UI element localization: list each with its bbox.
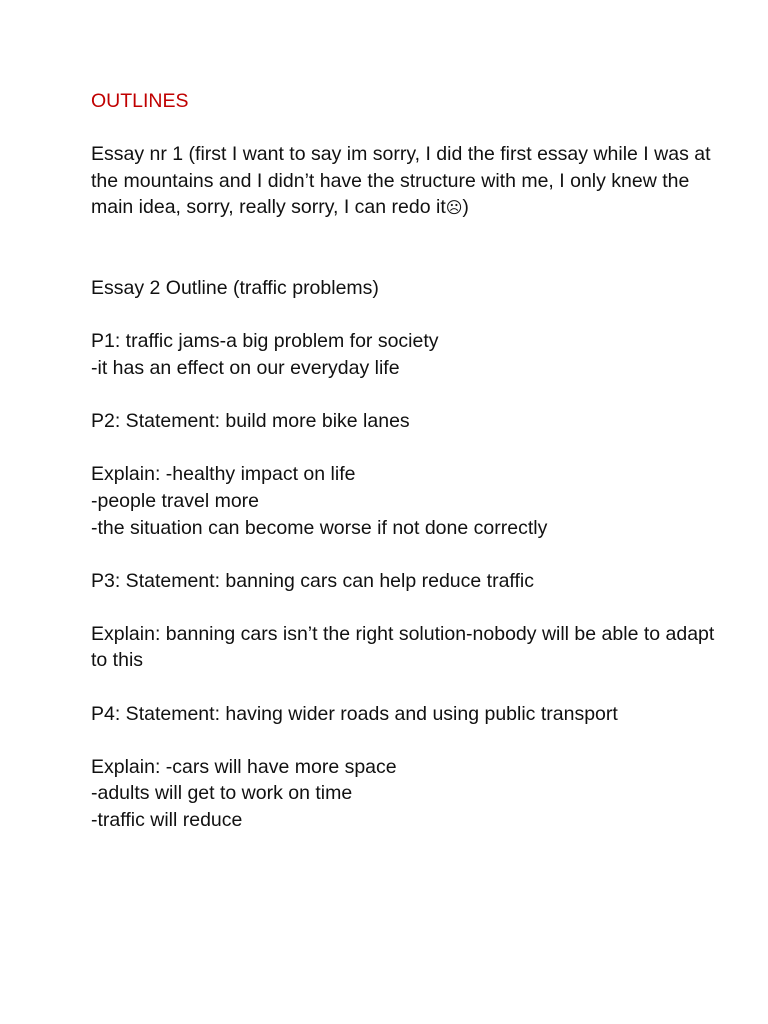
p3-explain: Explain: banning cars isn’t the right solution-nobody will be able to adapt to this [91, 622, 715, 672]
spacer [91, 435, 731, 462]
p2-explain: -the situation can become worse if not done correctly [91, 516, 548, 539]
p4-explain: -traffic will reduce [91, 809, 243, 832]
p2-explain: Explain: -healthy impact on life [91, 463, 356, 486]
frown-icon: ☹ [445, 198, 463, 218]
p1-line: P1: traffic jams-a big problem for society [91, 330, 439, 353]
spacer [91, 727, 731, 754]
essay1-note-closing: ) [462, 196, 469, 219]
p4-explain: Explain: -cars will have more space [91, 755, 397, 778]
essay1-note [91, 141, 731, 222]
p2-explain: -people travel more [91, 489, 259, 512]
spacer [91, 594, 731, 621]
spacer [91, 382, 731, 409]
spacer [91, 302, 731, 329]
spacer [91, 541, 731, 568]
essay1-note-text: Essay nr 1 (first I want to say im sorry, I did the first essay while I was at the mountains and I didn’t have the structure with me, I only knew the main idea, sorry, really sorry, I can redo it [91, 143, 711, 219]
essay2-heading: Essay 2 Outline (traffic problems) [91, 277, 379, 300]
p4-statement: P4: Statement: having wider roads and using public transport [91, 702, 618, 725]
spacer [91, 674, 731, 701]
document-body [91, 88, 731, 834]
p4-explain: -adults will get to work on time [91, 782, 353, 805]
p3-statement: P3: Statement: banning cars can help reduce traffic [91, 569, 534, 592]
spacer [91, 222, 731, 275]
document-title: OUTLINES [91, 90, 189, 112]
p2-statement: P2: Statement: build more bike lanes [91, 410, 410, 433]
p1-line: -it has an effect on our everyday life [91, 356, 400, 379]
